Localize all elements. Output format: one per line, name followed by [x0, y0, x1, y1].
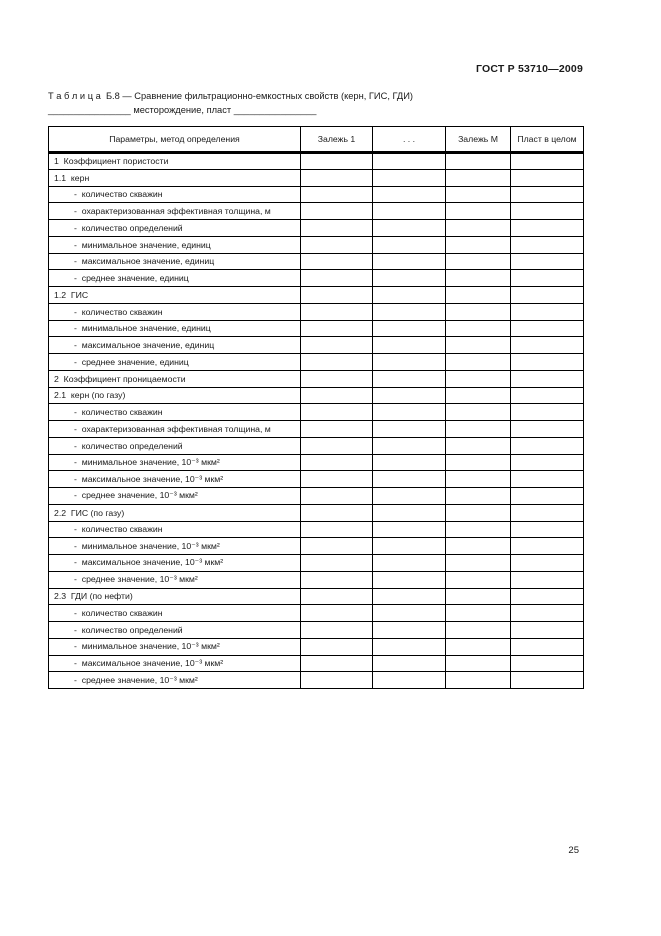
- row-label: - максимальное значение, 10⁻³ мкм²: [74, 473, 224, 484]
- empty-value-cell: [373, 370, 446, 387]
- table-row: [49, 488, 584, 505]
- empty-value-cell: [511, 471, 584, 488]
- parameter-cell: [49, 555, 301, 572]
- empty-value-cell: [511, 622, 584, 639]
- table-caption-line2: [48, 104, 608, 118]
- parameter-cell: [49, 521, 301, 538]
- empty-value-cell: [373, 538, 446, 555]
- empty-value-cell: [446, 672, 511, 689]
- table-row: [49, 437, 584, 454]
- row-label: 1.1 керн: [54, 172, 90, 183]
- empty-value-cell: [511, 287, 584, 304]
- empty-value-cell: [446, 421, 511, 438]
- parameter-cell: [49, 622, 301, 639]
- parameter-cell: [49, 270, 301, 287]
- row-label: - количество скважин: [74, 524, 163, 535]
- row-label: - минимальное значение, единиц: [74, 323, 211, 334]
- parameter-cell: [49, 437, 301, 454]
- table-row: [49, 571, 584, 588]
- empty-value-cell: [373, 404, 446, 421]
- empty-value-cell: [511, 672, 584, 689]
- empty-value-cell: [373, 203, 446, 220]
- empty-value-cell: [301, 186, 373, 203]
- empty-value-cell: [373, 169, 446, 186]
- caption-line2-text: месторождение, пласт: [130, 104, 234, 115]
- empty-value-cell: [301, 220, 373, 237]
- table-row: [49, 303, 584, 320]
- empty-value-cell: [301, 521, 373, 538]
- parameter-cell: [49, 354, 301, 371]
- blank-underline: ________________: [233, 104, 317, 115]
- empty-value-cell: [301, 404, 373, 421]
- empty-value-cell: [301, 287, 373, 304]
- table-row: [49, 320, 584, 337]
- empty-value-cell: [373, 454, 446, 471]
- empty-value-cell: [301, 270, 373, 287]
- empty-value-cell: [446, 588, 511, 605]
- row-label: - количество определений: [74, 624, 183, 635]
- empty-value-cell: [301, 655, 373, 672]
- parameter-cell: [49, 303, 301, 320]
- empty-value-cell: [301, 672, 373, 689]
- parameter-cell: [49, 220, 301, 237]
- parameter-cell: [49, 203, 301, 220]
- parameter-cell: [49, 169, 301, 186]
- parameter-cell: [49, 588, 301, 605]
- row-label: 2 Коэффициент проницаемости: [54, 373, 186, 384]
- empty-value-cell: [373, 220, 446, 237]
- empty-value-cell: [446, 655, 511, 672]
- empty-value-cell: [511, 387, 584, 404]
- table-row: [49, 605, 584, 622]
- empty-value-cell: [373, 571, 446, 588]
- empty-value-cell: [511, 186, 584, 203]
- empty-value-cell: [446, 320, 511, 337]
- table-row: [49, 236, 584, 253]
- empty-value-cell: [373, 504, 446, 521]
- parameter-cell: [49, 488, 301, 505]
- parameter-cell: [49, 186, 301, 203]
- empty-value-cell: [446, 538, 511, 555]
- empty-value-cell: [301, 605, 373, 622]
- row-label: - максимальное значение, единиц: [74, 340, 215, 351]
- column-header: Залежь 1: [301, 127, 373, 153]
- empty-value-cell: [373, 471, 446, 488]
- parameter-cell: [49, 538, 301, 555]
- empty-value-cell: [446, 337, 511, 354]
- table-row: [49, 672, 584, 689]
- empty-value-cell: [301, 203, 373, 220]
- row-label: 1 Коэффициент пористости: [54, 156, 169, 167]
- empty-value-cell: [446, 153, 511, 170]
- empty-value-cell: [301, 622, 373, 639]
- parameter-cell: [49, 638, 301, 655]
- empty-value-cell: [373, 253, 446, 270]
- empty-value-cell: [373, 488, 446, 505]
- row-label: 2.3 ГДИ (по нефти): [54, 591, 133, 602]
- empty-value-cell: [446, 169, 511, 186]
- parameter-cell: [49, 287, 301, 304]
- row-label: - максимальное значение, 10⁻³ мкм²: [74, 657, 224, 668]
- empty-value-cell: [301, 504, 373, 521]
- row-label: - минимальное значение, 10⁻³ мкм²: [74, 540, 220, 551]
- empty-value-cell: [373, 437, 446, 454]
- table-row: [49, 387, 584, 404]
- empty-value-cell: [511, 220, 584, 237]
- table-row: [49, 169, 584, 186]
- row-label: - количество скважин: [74, 407, 163, 418]
- row-label: - количество скважин: [74, 189, 163, 200]
- row-label: - среднее значение, 10⁻³ мкм²: [74, 674, 198, 685]
- parameter-cell: [49, 253, 301, 270]
- parameter-cell: [49, 672, 301, 689]
- empty-value-cell: [511, 153, 584, 170]
- table-row: [49, 454, 584, 471]
- table-row: [49, 253, 584, 270]
- empty-value-cell: [373, 622, 446, 639]
- table-row: [49, 471, 584, 488]
- empty-value-cell: [446, 270, 511, 287]
- empty-value-cell: [446, 622, 511, 639]
- empty-value-cell: [511, 354, 584, 371]
- row-label: - максимальное значение, единиц: [74, 256, 215, 267]
- column-header: Залежь М: [446, 127, 511, 153]
- column-header: . . .: [373, 127, 446, 153]
- table-header-row: [49, 127, 584, 153]
- empty-value-cell: [373, 236, 446, 253]
- row-label: - количество определений: [74, 222, 183, 233]
- row-label: - среднее значение, единиц: [74, 273, 189, 284]
- empty-value-cell: [373, 270, 446, 287]
- empty-value-cell: [301, 538, 373, 555]
- row-label: - среднее значение, 10⁻³ мкм²: [74, 490, 198, 501]
- row-label: - количество скважин: [74, 306, 163, 317]
- empty-value-cell: [446, 488, 511, 505]
- empty-value-cell: [511, 555, 584, 572]
- parameter-cell: [49, 404, 301, 421]
- empty-value-cell: [511, 638, 584, 655]
- empty-value-cell: [511, 521, 584, 538]
- empty-value-cell: [511, 320, 584, 337]
- empty-value-cell: [301, 354, 373, 371]
- table-row: [49, 538, 584, 555]
- column-header: Параметры, метод определения: [49, 127, 301, 153]
- parameter-cell: [49, 387, 301, 404]
- empty-value-cell: [511, 169, 584, 186]
- empty-value-cell: [301, 555, 373, 572]
- table-row: [49, 588, 584, 605]
- table-row: [49, 337, 584, 354]
- empty-value-cell: [446, 203, 511, 220]
- row-label: 1.2 ГИС: [54, 289, 89, 300]
- row-label: - количество определений: [74, 440, 183, 451]
- empty-value-cell: [301, 437, 373, 454]
- empty-value-cell: [301, 370, 373, 387]
- empty-value-cell: [373, 303, 446, 320]
- row-label: - минимальное значение, единиц: [74, 239, 211, 250]
- empty-value-cell: [511, 236, 584, 253]
- table-caption: [48, 90, 608, 117]
- table-row: [49, 186, 584, 203]
- empty-value-cell: [373, 153, 446, 170]
- empty-value-cell: [446, 253, 511, 270]
- empty-value-cell: [511, 488, 584, 505]
- row-label: - минимальное значение, 10⁻³ мкм²: [74, 456, 220, 467]
- empty-value-cell: [446, 571, 511, 588]
- blank-underline: ________________: [48, 104, 131, 115]
- table-row: [49, 504, 584, 521]
- row-label: - охарактеризованная эффективная толщина, м: [74, 206, 271, 217]
- empty-value-cell: [301, 421, 373, 438]
- empty-value-cell: [511, 421, 584, 438]
- empty-value-cell: [373, 337, 446, 354]
- doc-standard-number: ГОСТ Р 53710—2009: [475, 63, 583, 75]
- empty-value-cell: [511, 504, 584, 521]
- empty-value-cell: [373, 588, 446, 605]
- empty-value-cell: [301, 387, 373, 404]
- table-row: [49, 421, 584, 438]
- empty-value-cell: [511, 571, 584, 588]
- empty-value-cell: [301, 253, 373, 270]
- row-label: 2.1 керн (по газу): [54, 390, 126, 401]
- table-caption-line1: Т а б л и ц а Б.8 — Сравнение фильтрационно-емкостных свойств (керн, ГИС, ГДИ): [48, 91, 413, 101]
- empty-value-cell: [446, 605, 511, 622]
- empty-value-cell: [511, 437, 584, 454]
- empty-value-cell: [446, 471, 511, 488]
- empty-value-cell: [511, 203, 584, 220]
- row-label: - максимальное значение, 10⁻³ мкм²: [74, 557, 224, 568]
- empty-value-cell: [446, 638, 511, 655]
- empty-value-cell: [373, 354, 446, 371]
- empty-value-cell: [301, 571, 373, 588]
- table-row: [49, 638, 584, 655]
- empty-value-cell: [373, 320, 446, 337]
- table-row: [49, 622, 584, 639]
- empty-value-cell: [373, 605, 446, 622]
- empty-value-cell: [301, 169, 373, 186]
- empty-value-cell: [511, 253, 584, 270]
- parameter-cell: [49, 454, 301, 471]
- table-row: [49, 220, 584, 237]
- empty-value-cell: [446, 504, 511, 521]
- empty-value-cell: [446, 287, 511, 304]
- empty-value-cell: [373, 521, 446, 538]
- empty-value-cell: [301, 303, 373, 320]
- row-label: - минимальное значение, 10⁻³ мкм²: [74, 641, 220, 652]
- empty-value-cell: [301, 588, 373, 605]
- empty-value-cell: [373, 186, 446, 203]
- row-label: - количество скважин: [74, 608, 163, 619]
- empty-value-cell: [511, 605, 584, 622]
- empty-value-cell: [511, 270, 584, 287]
- empty-value-cell: [446, 186, 511, 203]
- empty-value-cell: [301, 471, 373, 488]
- page-number: 25: [568, 845, 579, 856]
- empty-value-cell: [301, 488, 373, 505]
- empty-value-cell: [446, 354, 511, 371]
- empty-value-cell: [301, 638, 373, 655]
- empty-value-cell: [446, 236, 511, 253]
- empty-value-cell: [511, 370, 584, 387]
- empty-value-cell: [373, 287, 446, 304]
- parameter-cell: [49, 320, 301, 337]
- empty-value-cell: [446, 404, 511, 421]
- parameter-cell: [49, 471, 301, 488]
- parameter-cell: [49, 504, 301, 521]
- table-row: [49, 287, 584, 304]
- row-label: - охарактеризованная эффективная толщина, м: [74, 423, 271, 434]
- row-label: - среднее значение, 10⁻³ мкм²: [74, 574, 198, 585]
- empty-value-cell: [511, 538, 584, 555]
- empty-value-cell: [373, 655, 446, 672]
- empty-value-cell: [373, 421, 446, 438]
- empty-value-cell: [301, 153, 373, 170]
- table-row: [49, 354, 584, 371]
- empty-value-cell: [446, 370, 511, 387]
- table-row: [49, 153, 584, 170]
- empty-value-cell: [301, 337, 373, 354]
- parameter-cell: [49, 337, 301, 354]
- empty-value-cell: [511, 404, 584, 421]
- table-row: [49, 370, 584, 387]
- empty-value-cell: [446, 454, 511, 471]
- empty-value-cell: [301, 236, 373, 253]
- empty-value-cell: [511, 337, 584, 354]
- table-row: [49, 203, 584, 220]
- empty-value-cell: [373, 638, 446, 655]
- comparison-table: [48, 126, 584, 689]
- empty-value-cell: [446, 555, 511, 572]
- parameter-cell: [49, 370, 301, 387]
- row-label: 2.2 ГИС (по газу): [54, 507, 125, 518]
- empty-value-cell: [446, 303, 511, 320]
- row-label: - среднее значение, единиц: [74, 356, 189, 367]
- table-row: [49, 270, 584, 287]
- table-row: [49, 655, 584, 672]
- empty-value-cell: [301, 454, 373, 471]
- empty-value-cell: [511, 454, 584, 471]
- parameter-cell: [49, 605, 301, 622]
- parameter-cell: [49, 236, 301, 253]
- parameter-cell: [49, 571, 301, 588]
- parameter-cell: [49, 655, 301, 672]
- empty-value-cell: [446, 220, 511, 237]
- parameter-cell: [49, 153, 301, 170]
- parameter-cell: [49, 421, 301, 438]
- empty-value-cell: [373, 672, 446, 689]
- empty-value-cell: [301, 320, 373, 337]
- empty-value-cell: [446, 387, 511, 404]
- table-row: [49, 404, 584, 421]
- empty-value-cell: [373, 555, 446, 572]
- empty-value-cell: [446, 437, 511, 454]
- empty-value-cell: [511, 303, 584, 320]
- empty-value-cell: [373, 387, 446, 404]
- empty-value-cell: [511, 655, 584, 672]
- table-row: [49, 555, 584, 572]
- table-row: [49, 521, 584, 538]
- empty-value-cell: [446, 521, 511, 538]
- empty-value-cell: [511, 588, 584, 605]
- column-header: Пласт в целом: [511, 127, 584, 153]
